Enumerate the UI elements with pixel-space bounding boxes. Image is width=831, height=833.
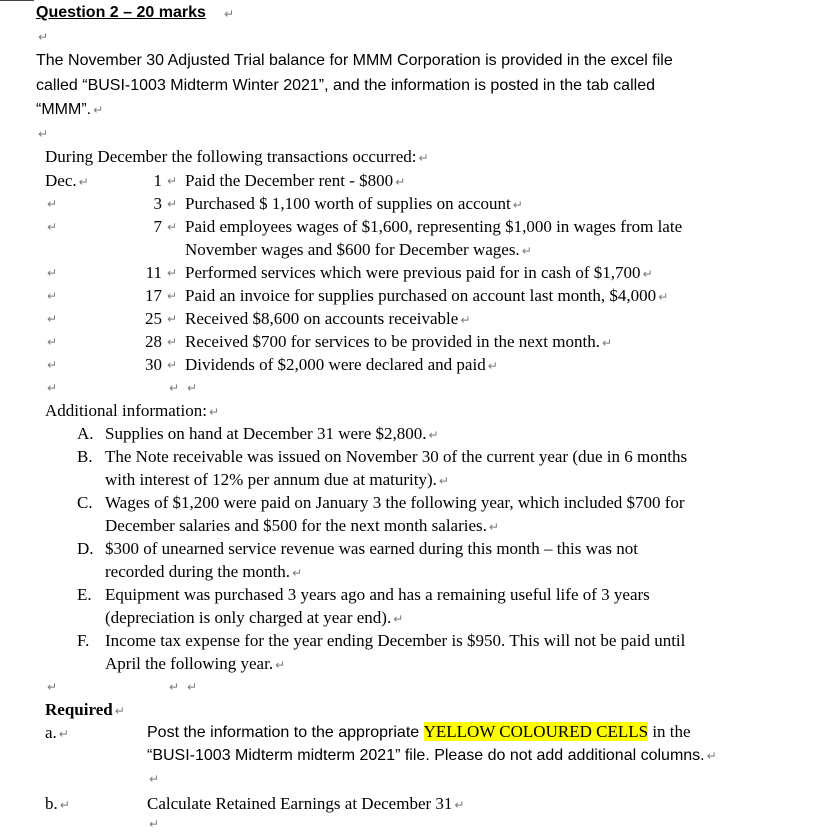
para-mark: ↵: [167, 197, 178, 211]
transaction-text-cont: [185, 240, 532, 260]
question-heading: [36, 4, 206, 22]
para-mark: ↵: [488, 520, 499, 534]
item-text: The Note receivable was issued on November 30 of the current year (due in 6 months: [105, 447, 688, 466]
item-line: December salaries and $500 for the next month salaries.: [105, 516, 487, 535]
para-mark: ↵: [47, 197, 58, 211]
transactions-intro-text: During December the following transactions occurred:: [45, 147, 417, 166]
para-mark: ↵: [169, 680, 180, 694]
transaction-day: 17: [145, 286, 162, 305]
transaction-text: [185, 171, 405, 191]
transaction-text: Paid employees wages of $1,600, representing $1,000 in wages from late: [185, 217, 683, 236]
item-text: Income tax expense for the year ending December is $950. This will not be paid until: [105, 631, 686, 650]
intro-text: “MMM”.: [36, 101, 92, 118]
para-mark: ↵: [114, 704, 125, 718]
month-label-text: Dec.: [45, 171, 77, 190]
item-letter: C.: [77, 493, 93, 512]
para-mark: ↵: [47, 312, 58, 326]
item-text: [105, 516, 499, 536]
transaction-description: Dividends of $2,000 were declared and paid: [185, 355, 486, 374]
para-mark: ↵: [292, 566, 303, 580]
para-mark: ↵: [167, 358, 178, 372]
para-mark: ↵: [47, 358, 58, 372]
intro-line: [36, 101, 103, 119]
required-a-line2: [147, 747, 717, 765]
item-text: $300 of unearned service revenue was earned during this month – this was not: [105, 539, 638, 558]
transaction-text: [185, 309, 470, 329]
para-mark: ↵: [224, 7, 235, 21]
para-mark: ↵: [47, 680, 58, 694]
para-mark: ↵: [454, 798, 465, 812]
transaction-day: 25: [145, 309, 162, 328]
required-b-letter: b.: [45, 794, 58, 813]
required-a-pre: Post the information to the appropriate: [147, 724, 424, 741]
para-mark: ↵: [58, 727, 69, 741]
transaction-text: [185, 355, 498, 375]
required-a-post: in the: [648, 722, 691, 741]
para-mark: ↵: [275, 658, 286, 672]
yellow-cells-highlight: YELLOW COLOURED CELLS: [423, 722, 649, 741]
transaction-day: 3: [153, 194, 162, 213]
required-b-text: [147, 794, 464, 814]
para-mark: ↵: [521, 244, 532, 258]
intro-line: called “BUSI-1003 Midterm Winter 2021”, and the information is posted in the tab called: [36, 77, 655, 94]
required-a-text: [147, 722, 691, 742]
para-mark: ↵: [706, 749, 717, 763]
item-line: Supplies on hand at December 31 were $2,800.: [105, 424, 427, 443]
transaction-description: November wages and $600 for December wages.: [185, 240, 520, 259]
para-mark: ↵: [418, 151, 429, 165]
intro-line: The November 30 Adjusted Trial balance for MMM Corporation is provided in the excel file: [36, 52, 673, 69]
item-text: [105, 470, 449, 490]
para-mark: ↵: [512, 198, 523, 212]
para-mark: ↵: [78, 175, 89, 189]
para-mark: ↵: [167, 266, 178, 280]
para-mark: ↵: [47, 381, 58, 395]
para-mark: ↵: [208, 405, 220, 419]
transaction-description: Performed services which were previous paid for in cash of $1,700: [185, 263, 641, 282]
para-mark: ↵: [601, 336, 613, 350]
para-mark: ↵: [460, 313, 471, 327]
item-text: [105, 608, 403, 628]
item-line: recorded during the month.: [105, 562, 291, 581]
item-letter: B.: [77, 447, 93, 466]
question-heading-text: Question 2 – 20 marks: [36, 4, 206, 21]
para-mark: ↵: [393, 612, 404, 626]
para-mark: ↵: [167, 174, 178, 188]
item-text: Equipment was purchased 3 years ago and has a remaining useful life of 3 years: [105, 585, 650, 604]
item-letter: A.: [77, 424, 94, 443]
para-mark: ↵: [187, 680, 198, 694]
transaction-description: Received $8,600 on accounts receivable: [185, 309, 459, 328]
para-mark: ↵: [642, 267, 653, 281]
para-mark: ↵: [47, 289, 58, 303]
transaction-day: 7: [153, 217, 162, 236]
para-mark: ↵: [428, 428, 439, 442]
item-letter: D.: [77, 539, 94, 558]
required-a-line2-text: “BUSI-1003 Midterm midterm 2021” file. Please do not add additional columns.: [147, 747, 705, 764]
transaction-description: Purchased $ 1,100 worth of supplies on account: [185, 194, 511, 213]
item-text: [105, 424, 439, 444]
transactions-intro: [45, 147, 429, 167]
para-mark: ↵: [149, 817, 160, 831]
required-b-text-content: Calculate Retained Earnings at December 31: [147, 794, 453, 813]
item-letter: F.: [77, 631, 90, 650]
transaction-description: Received $700 for services to be provided in the next month.: [185, 332, 600, 351]
transaction-day: 11: [145, 263, 162, 282]
item-line: (depreciation is only charged at year end).: [105, 608, 392, 627]
required-label: [45, 700, 125, 720]
item-text: [105, 654, 285, 674]
item-letter: E.: [77, 585, 92, 604]
page-edge-line: [0, 0, 34, 1]
required-a-letter: a.: [45, 723, 57, 742]
transaction-day: 30: [145, 355, 162, 374]
para-mark: ↵: [167, 289, 178, 303]
month-label: [45, 171, 89, 191]
para-mark: ↵: [658, 290, 669, 304]
para-mark: ↵: [93, 103, 104, 117]
required-b-label: [45, 794, 70, 814]
para-mark: ↵: [395, 175, 406, 189]
required-label-text: Required: [45, 700, 113, 719]
transaction-text: [185, 263, 653, 283]
para-mark: ↵: [47, 220, 58, 234]
item-line: April the following year.: [105, 654, 274, 673]
para-mark: ↵: [38, 30, 49, 44]
para-mark: ↵: [149, 772, 160, 786]
transaction-day: 28: [145, 332, 162, 351]
para-mark: ↵: [169, 381, 180, 395]
item-text: [105, 562, 302, 582]
transaction-text: [185, 332, 612, 352]
transaction-day: 1: [153, 171, 162, 190]
para-mark: ↵: [47, 335, 58, 349]
para-mark: ↵: [487, 359, 498, 373]
para-mark: ↵: [167, 335, 178, 349]
para-mark: ↵: [187, 381, 198, 395]
required-a-label: [45, 723, 69, 743]
para-mark: ↵: [38, 127, 49, 141]
para-mark: ↵: [47, 266, 58, 280]
item-text: Wages of $1,200 were paid on January 3 the following year, which included $700 for: [105, 493, 685, 512]
transaction-text: [185, 286, 668, 306]
transaction-text: [185, 194, 523, 214]
para-mark: ↵: [167, 220, 178, 234]
para-mark: ↵: [438, 474, 449, 488]
additional-heading: [45, 401, 219, 421]
additional-heading-text: Additional information:: [45, 401, 207, 420]
transaction-description: Paid an invoice for supplies purchased on account last month, $4,000: [185, 286, 657, 305]
para-mark: ↵: [59, 798, 70, 812]
transaction-description: Paid the December rent - $800: [185, 171, 394, 190]
para-mark: ↵: [167, 312, 178, 326]
item-line: with interest of 12% per annum due at maturity).: [105, 470, 437, 489]
